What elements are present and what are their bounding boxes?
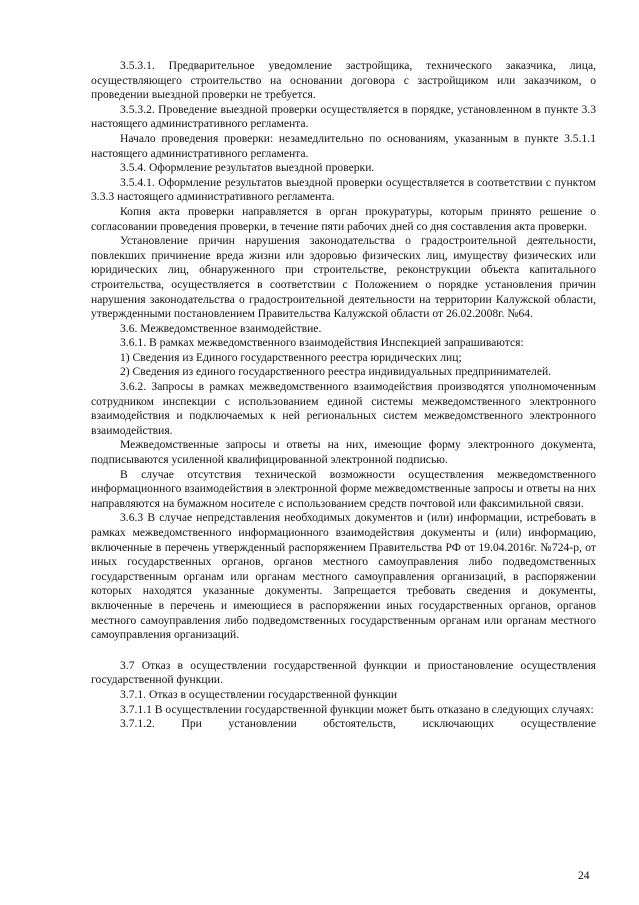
paragraph-inspection-start: Начало проведения проверки: незамедлительно по основаниям, указанным в пункте 3.5.1.1 настоящего административного регламента. xyxy=(91,131,596,160)
paragraph-3-7-1-1: 3.7.1.1 В осуществлении государственной функции может быть отказано в следующих случаях: xyxy=(120,702,594,716)
paragraph-paper-requests: В случае отсутствия технической возможности осуществления межведомственного информационного взаимодействия в электронной форме межведомственные запросы и ответы на них направляются на бумажном носителе с использованием средств почтовой или факсимильной связи. xyxy=(91,467,596,510)
paragraph-3-7-1: 3.7.1. Отказ в осуществлении государственной функции xyxy=(120,687,398,701)
page-number: 24 xyxy=(578,869,590,882)
paragraph-3-5-3-2: 3.5.3.2. Проведение выездной проверки осуществляется в порядке, установленном в пункте 3.3 настоящего административного регламента. xyxy=(91,102,596,131)
paragraph-list-item-1: 1) Сведения из Единого государственного реестра юридических лиц; xyxy=(120,350,462,364)
paragraph-violation-causes: Установление причин нарушения законодательства о градостроительной деятельности, повлекших причинение вреда жизни или здоровью физических лиц, имуществу физических или юридических лиц, обнаруженного при строительстве, реконструкции объекта капитального строительства, осуществляется в соответствии с Положением о порядке установления причин нарушения законодательства о градостроительной деятельности на территории Калужской области, утвержденными постановлением Правительства Калужской области от 26.02.2008г. №64. xyxy=(91,234,596,321)
paragraph-3-6-2: 3.6.2. Запросы в рамках межведомственного взаимодействия производятся уполномоченным сотрудником инспекции с использованием единой системы межведомственного электронного взаимодействия и подключаемых к ней региональных систем межведомственного электронного взаимодействия. xyxy=(91,380,596,437)
paragraph-act-copy: Копия акта проверки направляется в орган прокуратуры, которым принято решение о согласовании проведения проверки, в течение пяти рабочих дней со дня составления акта проверки. xyxy=(91,204,596,233)
paragraph-3-5-4-1: 3.5.4.1. Оформление результатов выездной проверки осуществляется в соответствии с пунктом 3.3.3 настоящего административного регламента. xyxy=(91,175,596,204)
paragraph-3-6-3: 3.6.3 В случае непредставления необходимых документов и (или) информации, истребовать в рамках межведомственного информационного взаимодействия документы и (или) информацию, включенные в перечень утвержденный распоряжением Правительства РФ от 19.04.2016г. №724-р, от иных государственных органов, органов местного самоуправления либо подведомственных государственным органам или органам местного самоуправления организаций, в распоряжении которых находятся указанные документы. Запрещается требовать сведения и документы, включенные в перечень и имеющиеся в распоряжении иных государственных органов, органов местного самоуправления либо подведомственных государственным органам или органам местного самоуправления организаций. xyxy=(91,511,596,642)
paragraph-3-6-1: 3.6.1. В рамках межведомственного взаимодействия Инспекцией запрашиваются: xyxy=(120,336,524,350)
paragraph-3-7: 3.7 Отказ в осуществлении государственной функции и приостановление осуществления государственной функции. xyxy=(91,658,596,687)
document-body xyxy=(91,59,596,732)
paragraph-3-6: 3.6. Межведомственное взаимодействие. xyxy=(120,321,322,335)
paragraph-list-item-2: 2) Сведения из единого государственного реестра индивидуальных предпринимателей. xyxy=(120,365,552,379)
paragraph-3-5-3-1: 3.5.3.1. Предварительное уведомление застройщика, технического заказчика, лица, осуществляющего строительство на основании договора с застройщиком или заказчиком, о проведении выездной проверки не требуется. xyxy=(91,59,596,102)
paragraph-electronic-requests: Межведомственные запросы и ответы на них, имеющие форму электронного документа, подписываются усиленной квалифицированной электронной подписью. xyxy=(91,438,596,467)
paragraph-3-5-4: 3.5.4. Оформление результатов выездной проверки. xyxy=(120,161,375,175)
paragraph-3-7-1-2: 3.7.1.2. При установлении обстоятельств, исключающих осуществление xyxy=(120,717,596,731)
